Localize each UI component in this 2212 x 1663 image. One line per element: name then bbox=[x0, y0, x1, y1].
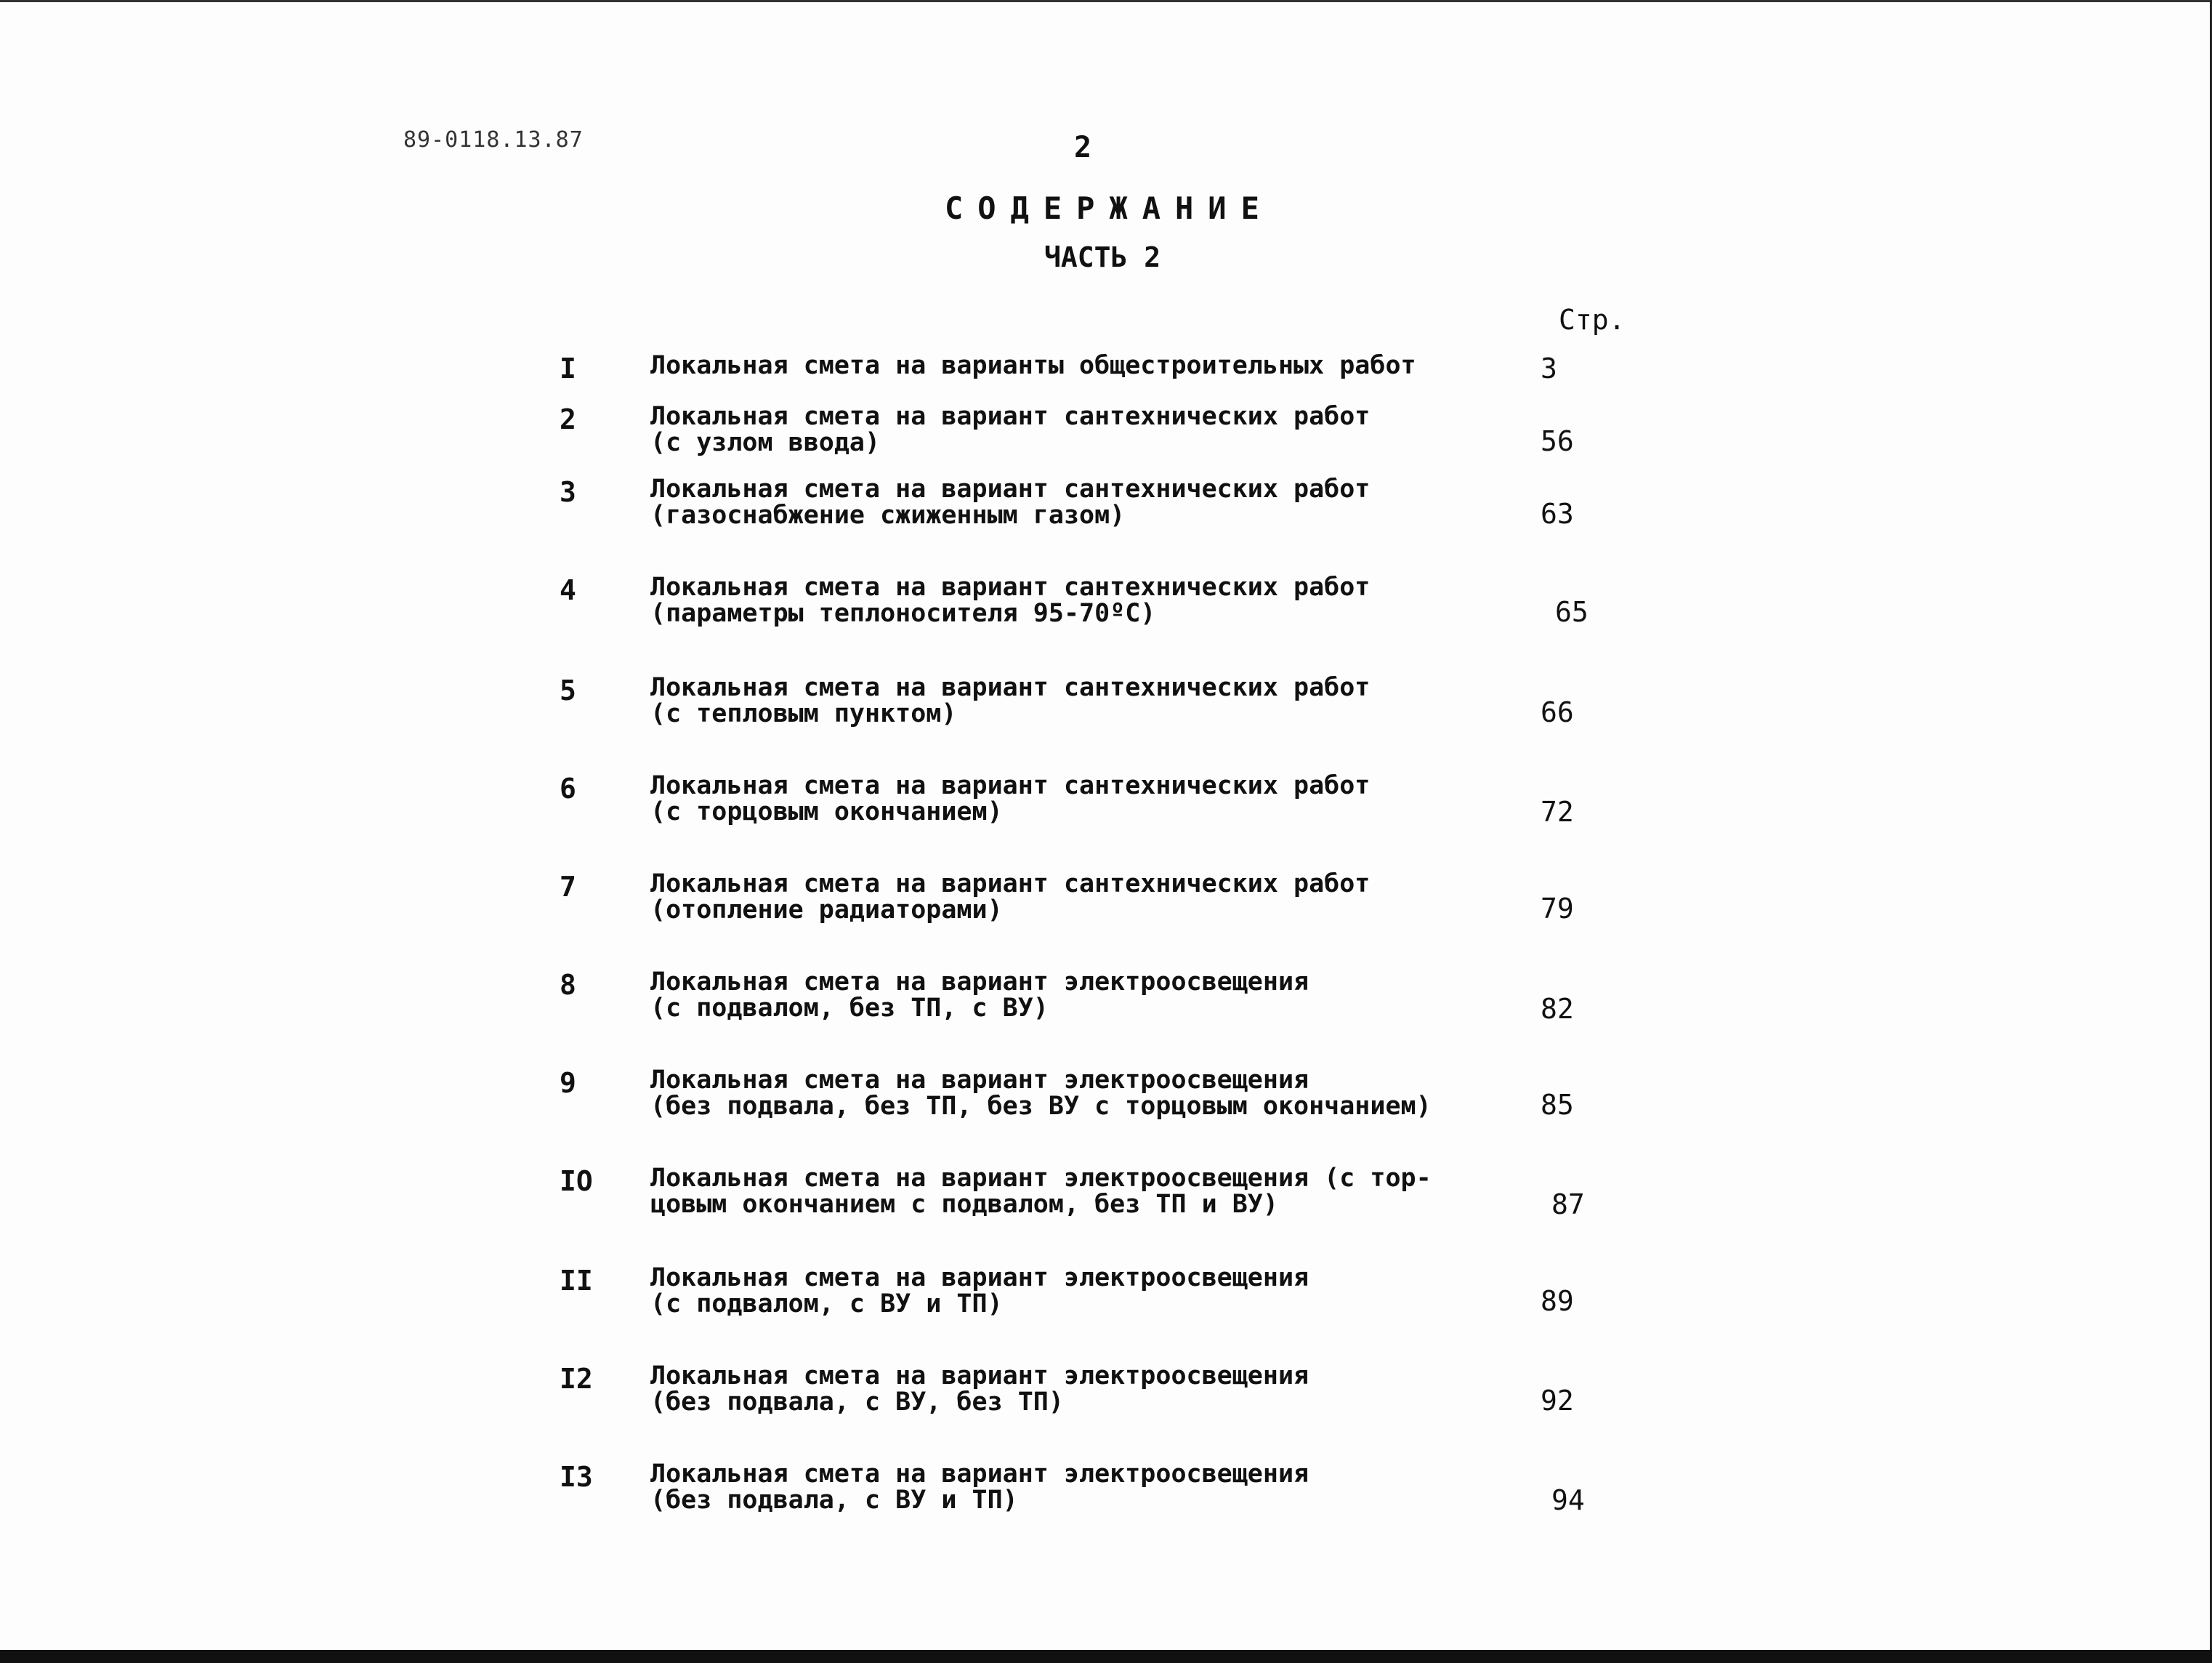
toc-number: 8 bbox=[560, 969, 576, 1001]
toc-number: IO bbox=[560, 1165, 593, 1197]
toc-page-number: 87 bbox=[1551, 1188, 1585, 1220]
toc-title-line2: цовым окончанием с подвалом, без ТП и ВУ) bbox=[650, 1190, 1278, 1219]
page-column-header: Стр. bbox=[1559, 304, 1626, 336]
toc-title-line1: Локальная смета на вариант сантехнических работ bbox=[650, 402, 1371, 431]
toc-title-line2: (газоснабжение сжиженным газом) bbox=[650, 501, 1126, 530]
toc-title bbox=[650, 675, 1508, 727]
toc-title-line1: Локальная смета на вариант сантехнических работ bbox=[650, 573, 1371, 602]
toc-page-number: 85 bbox=[1541, 1089, 1574, 1121]
toc-page-number: 72 bbox=[1541, 796, 1574, 828]
toc-number: 7 bbox=[560, 871, 576, 903]
toc-title-line1: Локальная смета на вариант электроосвещения bbox=[650, 1459, 1309, 1489]
toc-page-number: 63 bbox=[1541, 498, 1574, 530]
toc-title-line2: (отопление радиаторами) bbox=[650, 895, 1003, 925]
toc-page-number: 92 bbox=[1541, 1385, 1574, 1417]
toc-title-line2: (с узлом ввода) bbox=[650, 428, 881, 457]
toc-title-line1: Локальная смета на вариант сантехнических работ bbox=[650, 869, 1371, 898]
toc-title-line2: (с тепловым пунктом) bbox=[650, 699, 957, 728]
page-title: СОДЕРЖАНИЕ bbox=[945, 190, 1274, 226]
toc-title-line1: Локальная смета на вариант электроосвещения bbox=[650, 1066, 1309, 1095]
toc-title bbox=[650, 1265, 1508, 1317]
page-subtitle: ЧАСТЬ 2 bbox=[1044, 241, 1161, 273]
toc-page-number: 65 bbox=[1555, 596, 1589, 628]
toc-title-line1: Локальная смета на вариант электроосвещения (с тор- bbox=[650, 1164, 1432, 1193]
toc-number: I bbox=[560, 353, 576, 384]
toc-page-number: 79 bbox=[1541, 893, 1574, 925]
toc-number: 3 bbox=[560, 476, 576, 508]
scan-border-bottom bbox=[0, 1650, 2212, 1663]
toc-number: I2 bbox=[560, 1363, 593, 1395]
toc-page-number: 66 bbox=[1541, 696, 1574, 728]
document-code: 89-0118.13.87 bbox=[403, 127, 584, 153]
toc-title-line1: Локальная смета на вариант электроосвещения bbox=[650, 1263, 1309, 1292]
toc-number: 2 bbox=[560, 403, 576, 435]
toc-title-line1: Локальная смета на вариант сантехнических работ bbox=[650, 475, 1371, 504]
toc-number: 9 bbox=[560, 1067, 576, 1099]
toc-title bbox=[650, 403, 1508, 456]
scan-border-top bbox=[0, 0, 2212, 2]
toc-title-line2: (с подвалом, с ВУ и ТП) bbox=[650, 1289, 1003, 1318]
toc-title bbox=[650, 871, 1508, 923]
toc-number: 6 bbox=[560, 773, 576, 805]
toc-title-line2: (с торцовым окончанием) bbox=[650, 797, 1003, 826]
toc-title-line1: Локальная смета на вариант электроосвещения bbox=[650, 967, 1309, 996]
toc-page-number: 82 bbox=[1541, 993, 1574, 1025]
toc-title-line2: (параметры теплоносителя 95-70ºС) bbox=[650, 599, 1156, 628]
toc-title bbox=[650, 1067, 1508, 1119]
toc-title bbox=[650, 1165, 1508, 1217]
toc-page-number: 94 bbox=[1551, 1484, 1585, 1516]
toc-title-line1: Локальная смета на вариант сантехнических работ bbox=[650, 673, 1371, 702]
toc-number: 5 bbox=[560, 675, 576, 706]
toc-title-line1: Локальная смета на вариант электроосвещения bbox=[650, 1361, 1309, 1390]
toc-title bbox=[650, 476, 1508, 528]
toc-number: 4 bbox=[560, 574, 576, 606]
toc-title-line2: (с подвалом, без ТП, с ВУ) bbox=[650, 994, 1049, 1023]
toc-page-number: 56 bbox=[1541, 425, 1574, 457]
toc-title-line2: (без подвала, с ВУ, без ТП) bbox=[650, 1388, 1064, 1417]
toc-title-line1: Локальная смета на вариант сантехнических работ bbox=[650, 771, 1371, 800]
toc-title bbox=[650, 773, 1508, 825]
toc-title bbox=[650, 1363, 1508, 1415]
toc-number: II bbox=[560, 1265, 593, 1297]
toc-title bbox=[650, 574, 1508, 627]
toc-page-number: 3 bbox=[1541, 353, 1557, 384]
toc-page-number: 89 bbox=[1541, 1285, 1574, 1317]
toc-title bbox=[650, 1461, 1508, 1513]
toc-title-line2: (без подвала, с ВУ и ТП) bbox=[650, 1486, 1018, 1515]
toc-title bbox=[650, 353, 1508, 379]
toc-title-line1: Локальная смета на варианты общестроительных работ bbox=[650, 351, 1416, 380]
toc-title bbox=[650, 969, 1508, 1021]
toc-title-line2: (без подвала, без ТП, без ВУ с торцовым окончанием) bbox=[650, 1092, 1432, 1121]
toc-number: I3 bbox=[560, 1461, 593, 1493]
page-number: 2 bbox=[1074, 131, 1092, 164]
